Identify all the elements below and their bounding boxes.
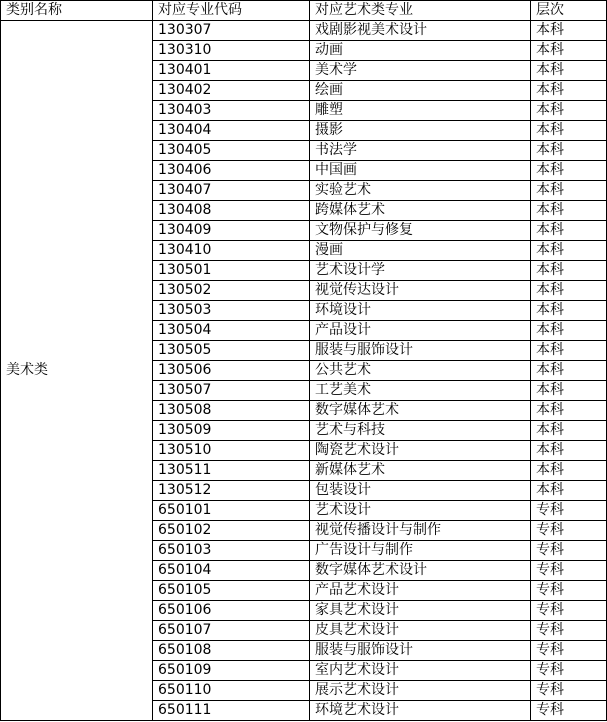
level-cell: 专科 (531, 641, 607, 661)
level-cell: 专科 (531, 581, 607, 601)
art-major-cell: 书法学 (310, 141, 531, 161)
level-cell: 本科 (531, 381, 607, 401)
level-cell: 本科 (531, 221, 607, 241)
art-major-cell: 视觉传达设计 (310, 281, 531, 301)
major-code-cell: 130307 (153, 21, 310, 41)
art-major-cell: 新媒体艺术 (310, 461, 531, 481)
level-cell: 本科 (531, 301, 607, 321)
art-major-cell: 艺术设计 (310, 501, 531, 521)
major-code-cell: 130402 (153, 81, 310, 101)
art-major-cell: 服装与服饰设计 (310, 641, 531, 661)
art-major-cell: 产品设计 (310, 321, 531, 341)
art-major-cell: 环境设计 (310, 301, 531, 321)
major-code-cell: 650109 (153, 661, 310, 681)
major-code-cell: 130505 (153, 341, 310, 361)
major-code-cell: 130410 (153, 241, 310, 261)
level-cell: 本科 (531, 421, 607, 441)
art-major-cell: 数字媒体艺术 (310, 401, 531, 421)
header-art-major: 对应艺术类专业 (310, 1, 531, 21)
major-code-cell: 130407 (153, 181, 310, 201)
major-code-cell: 130508 (153, 401, 310, 421)
level-cell: 本科 (531, 101, 607, 121)
header-level: 层次 (531, 1, 607, 21)
level-cell: 本科 (531, 281, 607, 301)
major-code-cell: 130405 (153, 141, 310, 161)
level-cell: 本科 (531, 261, 607, 281)
level-cell: 本科 (531, 61, 607, 81)
level-cell: 本科 (531, 21, 607, 41)
major-code-cell: 130502 (153, 281, 310, 301)
level-cell: 专科 (531, 661, 607, 681)
level-cell: 本科 (531, 201, 607, 221)
major-code-cell: 650107 (153, 621, 310, 641)
art-major-cell: 文物保护与修复 (310, 221, 531, 241)
table-body (1, 21, 607, 721)
art-major-cell: 视觉传播设计与制作 (310, 521, 531, 541)
art-major-cell: 环境艺术设计 (310, 701, 531, 721)
major-code-cell: 650101 (153, 501, 310, 521)
major-code-cell: 650111 (153, 701, 310, 721)
major-code-cell: 130504 (153, 321, 310, 341)
art-major-cell: 展示艺术设计 (310, 681, 531, 701)
level-cell: 本科 (531, 161, 607, 181)
level-cell: 专科 (531, 621, 607, 641)
level-cell: 本科 (531, 461, 607, 481)
art-major-cell: 广告设计与制作 (310, 541, 531, 561)
art-major-cell: 实验艺术 (310, 181, 531, 201)
major-code-cell: 130510 (153, 441, 310, 461)
level-cell: 专科 (531, 521, 607, 541)
art-major-cell: 艺术与科技 (310, 421, 531, 441)
major-code-cell: 130404 (153, 121, 310, 141)
major-code-cell: 130401 (153, 61, 310, 81)
major-code-cell: 130501 (153, 261, 310, 281)
level-cell: 专科 (531, 541, 607, 561)
major-code-cell: 130408 (153, 201, 310, 221)
level-cell: 专科 (531, 601, 607, 621)
major-code-cell: 130511 (153, 461, 310, 481)
level-cell: 本科 (531, 321, 607, 341)
major-code-cell: 130507 (153, 381, 310, 401)
art-major-cell: 动画 (310, 41, 531, 61)
major-code-cell: 130506 (153, 361, 310, 381)
major-code-cell: 650102 (153, 521, 310, 541)
major-code-cell: 130406 (153, 161, 310, 181)
art-major-cell: 跨媒体艺术 (310, 201, 531, 221)
art-major-cell: 产品艺术设计 (310, 581, 531, 601)
art-major-cell: 工艺美术 (310, 381, 531, 401)
art-major-cell: 绘画 (310, 81, 531, 101)
art-major-cell: 陶瓷艺术设计 (310, 441, 531, 461)
header-major-code: 对应专业代码 (153, 1, 310, 21)
art-major-cell: 室内艺术设计 (310, 661, 531, 681)
art-major-cell: 家具艺术设计 (310, 601, 531, 621)
art-major-cell: 美术学 (310, 61, 531, 81)
art-major-cell: 漫画 (310, 241, 531, 261)
level-cell: 专科 (531, 701, 607, 721)
art-major-cell: 公共艺术 (310, 361, 531, 381)
art-major-cell: 数字媒体艺术设计 (310, 561, 531, 581)
major-code-cell: 650106 (153, 601, 310, 621)
header-row (1, 1, 607, 21)
major-code-cell: 130503 (153, 301, 310, 321)
major-code-cell: 650104 (153, 561, 310, 581)
level-cell: 本科 (531, 121, 607, 141)
major-code-cell: 130403 (153, 101, 310, 121)
major-code-cell: 130509 (153, 421, 310, 441)
major-code-cell: 130310 (153, 41, 310, 61)
level-cell: 专科 (531, 501, 607, 521)
level-cell: 本科 (531, 341, 607, 361)
level-cell: 本科 (531, 141, 607, 161)
art-major-cell: 艺术设计学 (310, 261, 531, 281)
level-cell: 专科 (531, 561, 607, 581)
category-group-cell: 美术类 (1, 21, 153, 721)
art-major-cell: 皮具艺术设计 (310, 621, 531, 641)
art-major-cell: 中国画 (310, 161, 531, 181)
table-row (1, 21, 607, 41)
major-code-cell: 130512 (153, 481, 310, 501)
major-code-cell: 650110 (153, 681, 310, 701)
header-category-name: 类别名称 (1, 1, 153, 21)
art-major-cell: 摄影 (310, 121, 531, 141)
major-code-cell: 650105 (153, 581, 310, 601)
major-code-cell: 650108 (153, 641, 310, 661)
level-cell: 本科 (531, 481, 607, 501)
level-cell: 本科 (531, 241, 607, 261)
major-code-cell: 130409 (153, 221, 310, 241)
art-major-cell: 雕塑 (310, 101, 531, 121)
level-cell: 本科 (531, 441, 607, 461)
level-cell: 本科 (531, 361, 607, 381)
level-cell: 本科 (531, 401, 607, 421)
art-major-cell: 戏剧影视美术设计 (310, 21, 531, 41)
level-cell: 本科 (531, 81, 607, 101)
level-cell: 本科 (531, 41, 607, 61)
level-cell: 专科 (531, 681, 607, 701)
art-major-cell: 服装与服饰设计 (310, 341, 531, 361)
art-major-cell: 包装设计 (310, 481, 531, 501)
level-cell: 本科 (531, 181, 607, 201)
major-code-cell: 650103 (153, 541, 310, 561)
